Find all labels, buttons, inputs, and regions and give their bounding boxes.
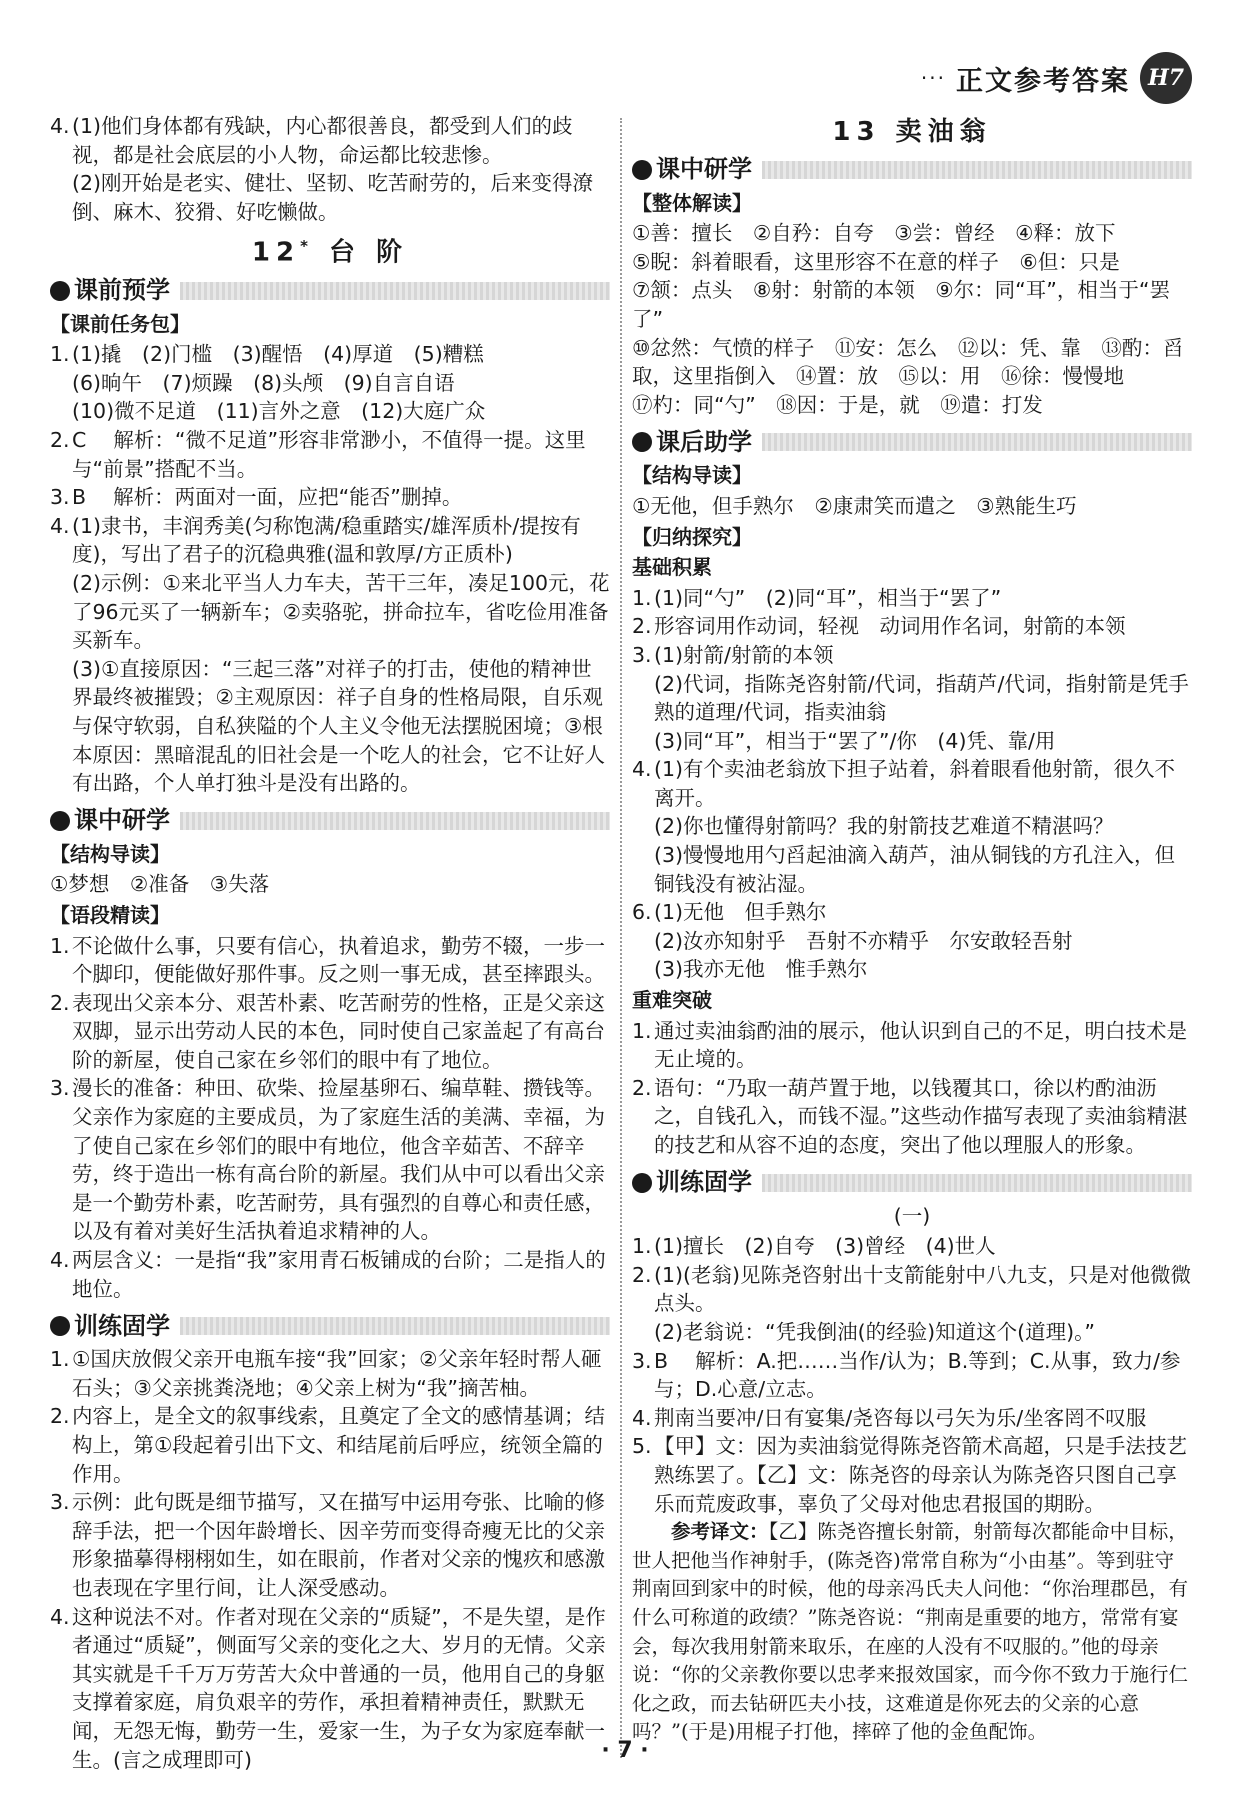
answer-item [50,512,610,798]
bullet-icon [50,1316,70,1336]
subsection-title: 【课前任务包】 [50,311,190,336]
item-number [50,169,72,226]
item-line: 不论做什么事，只要有信心，执着追求，勤劳不辍，一步一个脚印，便能做好那件事。反之则一事无成，甚至摔跟头。 [72,933,605,987]
brand-logo: H7 [1140,52,1192,104]
part-label: (一) [893,1203,931,1228]
item-text [654,1261,1192,1347]
section-header-practice [632,1166,1192,1200]
subheading-difficult: 重难突破 [632,988,712,1013]
section-title: 课后助学 [656,428,752,457]
item-line: (3)同“耳”，相当于“罢了”/你 (4)凭、靠/用 [654,728,1056,753]
structure-answer: ①梦想 ②准备 ③失落 [50,872,270,897]
item-line: (1)有个卖油老翁放下担子站着，斜着眼看他射箭，很久不离开。 [654,757,1176,810]
reading-answers [50,932,610,1304]
item-text [72,1345,610,1402]
item-line: 漫长的准备：种田、砍柴、捡屋基卵石、编草鞋、攒钱等。父亲作为家庭的主要成员，为了家庭生活的美满、幸福，为了使自己家在乡邻们的眼中有地位，他含辛茹苦、不辞辛劳，终于造出一栋有高台阶的新屋。我们从中可以看出父亲是一个勤劳朴素，吃苦耐劳，具有强烈的自尊心和责任感，以及有着对美好生活执着追求精神的人。 [72,1076,605,1244]
item-text [72,932,610,989]
header-dots: ··· [920,66,946,90]
item-line: (1)(老翁)见陈尧咨射出十支箭能射中八九支，只是对他微微点头。 [654,1262,1192,1316]
item-line: (1)他们身体都有残缺，内心都很善良，都受到人们的歧视，都是社会底层的小人物，命运都比较悲惨。 [72,114,573,167]
item-text [654,584,1192,613]
item-number: 2. [632,1075,652,1100]
section-header-inclass [50,804,610,838]
answer-item [50,1074,610,1246]
item-number: 3. [632,642,652,667]
answer-item [50,1488,610,1602]
item-text [654,1017,1192,1074]
section-header-preview [50,274,610,308]
item-line: (2)你也懂得射箭吗？我的射箭技艺难道不精湛吗？ [654,814,1114,839]
item-text [72,169,610,226]
item-line: 这种说法不对。作者对现在父亲的“质疑”，不是失望，是作者通过“质疑”，侧面写父亲的变化之大、岁月的无情。父亲其实就是千千万万劳苦大众中普通的一员，他用自己的身躯支撑着家庭，肩负艰辛的劳作，承担着精神责任，默默无闻，无怨无悔，勤劳一生，爱家一生，为子女为家庭奉献一生。(言之成理即可) [72,1604,606,1772]
answer-item [632,1404,1192,1433]
item-number: 3. [50,1490,70,1515]
item-number: 2. [50,1404,70,1429]
item-line: 通过卖油翁酌油的展示，他认识到自己的不足，明白技术是无止境的。 [654,1018,1187,1072]
item-number: 2. [50,990,70,1015]
item-number: 3. [632,1348,652,1373]
item-line: (1)射箭/射箭的本领 [654,642,834,667]
item-number: 6. [632,900,652,925]
bullet-icon [50,281,70,301]
section-bar [762,161,1192,179]
practice-answers [632,1232,1192,1518]
item-line: 语句：“乃取一葫芦置于地，以钱覆其口，徐以杓酌油沥之，自钱孔入，而钱不湿。”这些动作描写表现了卖油翁精湛的技艺和从容不迫的态度，突出了他以理服人的形象。 [654,1075,1188,1157]
item-line: (1)同“勺” (2)同“耳”，相当于“罢了” [654,585,1002,610]
column-divider [620,118,622,1758]
item-line: 两层含义：一是指“我”家用青石板铺成的台阶；二是指人的地位。 [72,1248,606,1301]
item-text [72,1488,610,1602]
basics-answers [632,584,1192,984]
subsection-title: 【整体解读】 [632,190,752,215]
item-number: 1. [50,933,70,958]
intro-answers [50,112,610,226]
item-number: 2. [632,1262,652,1287]
answer-item [632,1347,1192,1404]
lesson-name: 卖油翁 [895,117,992,147]
right-column [632,112,1192,1747]
item-text [72,1074,610,1246]
item-text [72,989,610,1075]
answer-item [50,932,610,989]
item-number: 1. [50,1347,70,1372]
answer-item [50,483,610,512]
item-text [72,340,610,426]
item-text [654,1404,1192,1433]
answer-item [50,1246,610,1303]
section-header-after-class [632,425,1192,459]
item-line: (3)①直接原因：“三起三落”对祥子的打击，使他的精神世界最终被摧毁；②主观原因：祥子自身的性格局限，自乐观与保守软弱，自私狭隘的个人主义令他无法摆脱困境；③根本原因：黑暗混乱的旧社会是一个吃人的社会，它不让好人有出路，个人单打独斗是没有出路的。 [72,656,605,796]
bullet-icon [632,432,652,452]
section-title: 训练固学 [74,1311,170,1340]
lesson-number: 12 [251,238,301,269]
item-line: (2)代词，指陈尧咨射箭/代词，指葫芦/代词，指射箭是凭手熟的道理/代词，指卖油翁 [654,671,1189,725]
item-text [654,1232,1192,1261]
answer-item [632,1261,1192,1347]
item-text [72,426,610,483]
answer-item [50,169,610,226]
item-text [654,898,1192,984]
answer-item [50,340,610,426]
item-number: 4. [50,114,70,138]
subsection-title: 【语段精读】 [50,902,170,927]
item-line: 示例：此句既是细节描写，又在描写中运用夸张、比喻的修辞手法，把一个因年龄增长、因辛劳而变得奇瘦无比的父亲形象描摹得栩栩如生，如在眼前，作者对父亲的愧疚和感激也表现在字里行间，让人深受感动。 [72,1490,605,1600]
item-text [654,1432,1192,1518]
answer-item [50,989,610,1075]
answer-item [50,426,610,483]
item-line: (2)老翁说：“凭我倒油(的经验)知道这个(道理)。” [654,1319,1096,1344]
answer-item [50,112,610,169]
item-number: 2. [50,428,70,452]
item-line: (10)微不足道 (11)言外之意 (12)大庭广众 [72,399,486,424]
item-line: ①国庆放假父亲开电瓶车接“我”回家；②父亲年轻时帮人砸石头；③父亲挑粪浇地；④父亲上树为“我”摘苦柚。 [72,1347,602,1400]
item-line: 形容词用作动词，轻视 动词用作名词，射箭的本领 [654,614,1126,639]
item-line: B 解析：两面对一面，应把“能否”删掉。 [72,485,463,510]
item-number: 5. [632,1434,652,1459]
answer-item [632,1074,1192,1160]
bullet-icon [632,1173,652,1193]
item-line: (3)我亦无他 惟手熟尔 [654,957,868,982]
lesson-title-12 [50,232,610,267]
vocab-line: ⑤睨：斜着眼看，这里形容不在意的样子 ⑥但：只是 [632,249,1120,274]
page-header [921,48,1192,108]
answer-item [632,1232,1192,1261]
item-number: 2. [632,614,652,639]
difficult-answers [632,1017,1192,1160]
section-bar [762,433,1192,451]
item-text [654,1347,1192,1404]
answer-item [632,612,1192,641]
item-number: 1. [50,342,70,367]
item-text [72,112,610,169]
section-title: 课中研学 [74,806,170,835]
preview-answers [50,340,610,798]
section-bar [762,1174,1192,1192]
item-line: C 解析：“微不足道”形容非常渺小，不值得一提。这里与“前景”搭配不当。 [72,428,586,481]
answer-item [632,1017,1192,1074]
item-line: 表现出父亲本分、艰苦朴素、吃苦耐劳的性格，正是父亲这双脚，显示出劳动人民的本色，同时使自己家盖起了有高台阶的新屋，使自己家在乡邻们的眼中有了地位。 [72,990,605,1072]
item-line: 内容上，是全文的叙事线索，且奠定了全文的感情基调；结构上，第①段起着引出下文、和结尾前后呼应，统领全篇的作用。 [72,1404,605,1486]
vocab-answers [632,219,1192,419]
item-line: (6)晌午 (7)烦躁 (8)头颅 (9)自言自语 [72,370,455,395]
item-number: 3. [50,485,70,510]
section-header-practice [50,1309,610,1343]
item-line: (1)无他 但手熟尔 [654,900,827,925]
item-text [654,1074,1192,1160]
subsection-title: 【归纳探究】 [632,524,752,549]
item-line: 【甲】文：因为卖油翁觉得陈尧咨箭术高超，只是手法技艺熟练罢了。【乙】文：陈尧咨的母亲认为陈尧咨只图自己享乐而荒废政事，辜负了父母对他忠君报国的期盼。 [654,1434,1187,1516]
subsection-title: 【结构导读】 [632,463,752,488]
item-text [72,512,610,798]
vocab-line: ⑰杓：同“勺” ⑱因：于是，就 ⑲遣：打发 [632,392,1043,417]
lesson-number: 13 [832,117,881,147]
subsection-title: 【结构导读】 [50,841,170,866]
item-line: (2)汝亦知射乎 吾射不亦精乎 尔安敢轻吾射 [654,928,1073,953]
vocab-line: ①善：擅长 ②自矜：自夸 ③尝：曾经 ④释：放下 [632,221,1116,246]
item-text [654,755,1192,898]
answer-item [50,1345,610,1402]
item-text [72,1402,610,1488]
answer-item [632,641,1192,755]
structure-answer: ①无他，但手熟尔 ②康肃笑而遣之 ③熟能生巧 [632,493,1077,518]
item-number: 4. [50,513,70,538]
section-title: 训练固学 [656,1168,752,1197]
vocab-line: ⑦颔：点头 ⑧射：射箭的本领 ⑨尔：同“耳”，相当于“罢了” [632,278,1170,331]
item-number: 4. [50,1248,70,1273]
translation-label: 参考译文： [671,1520,769,1544]
vocab-line: ⑩忿然：气愤的样子 ⑪安：怎么 ⑫以：凭、靠 ⑬酌：舀取，这里指倒入 ⑭置：放 ⑮以：用 ⑯徐：慢慢地 [632,335,1184,389]
left-column [50,112,610,1774]
item-number: 1. [632,585,652,610]
item-text [72,1246,610,1303]
lesson-name: 台 阶 [329,238,409,269]
answer-item [632,755,1192,898]
item-number: 4. [632,1405,652,1430]
practice-answers [50,1345,610,1774]
item-text [654,641,1192,755]
item-number: 1. [632,1018,652,1043]
item-line: (1)撬 (2)门槛 (3)醒悟 (4)厚道 (5)糟糕 [72,342,484,367]
section-title: 课中研学 [656,155,752,184]
answer-item [50,1402,610,1488]
item-line: 荆南当要冲/日有宴集/尧咨每以弓矢为乐/坐客罔不叹服 [654,1405,1147,1430]
item-line: (1)擅长 (2)自夸 (3)曾经 (4)世人 [654,1234,996,1259]
item-line: (1)隶书，丰润秀美(匀称饱满/稳重踏实/雄浑质朴/提按有度)，写出了君子的沉稳典雅(温和敦厚/方正质朴) [72,513,581,567]
section-header-inclass [632,153,1192,187]
translation-text: 【乙】陈尧咨擅长射箭，射箭每次都能命中目标，世人把他当作神射手，(陈尧咨)常常自称为“小由基”。等到驻守荆南回到家中的时候，他的母亲冯氏夫人问他：“你治理郡邑，有什么可称道的政绩？”陈尧咨说：“荆南是重要的地方，常常有宴会，每次我用射箭来取乐，在座的人没有不叹服的。”他的母亲说：“你的父亲教你要以忠孝来报效国家，而今你不致力于施行仁化之政，而去钻研匹夫小技，这难道是你死去的父亲的心意吗？”(于是)用棍子打他，摔碎了他的金鱼配饰。 [632,1520,1188,1744]
item-number: 3. [50,1076,70,1101]
header-title: 正文参考答案 [956,65,1130,97]
item-text [654,612,1192,641]
answer-item [632,898,1192,984]
subheading-basics: 基础积累 [632,555,712,580]
answer-item [632,584,1192,613]
item-number: 1. [632,1234,652,1259]
bullet-icon [632,160,652,180]
section-bar [180,812,610,830]
item-line: (2)刚开始是老实、健壮、坚韧、吃苦耐劳的，后来变得潦倒、麻木、狡猾、好吃懒做。 [72,171,594,224]
section-title: 课前预学 [74,276,170,305]
lesson-mark: * [300,237,314,256]
reference-translation [632,1518,1192,1747]
answer-item [632,1432,1192,1518]
item-line: (2)示例：①来北平当人力车夫，苦干三年，凑足100元，花了96元买了一辆新车；②卖骆驼，拼命拉车，省吃俭用准备买新车。 [72,570,610,653]
lesson-title-13 [632,118,1192,147]
item-number: 4. [632,757,652,782]
item-number: 4. [50,1604,70,1629]
bullet-icon [50,811,70,831]
item-line: B 解析：A.把……当作/认为；B.等到；C.从事，致力/参与；D.心意/立志。 [654,1348,1181,1402]
section-bar [180,1317,610,1335]
item-line: (3)慢慢地用勺舀起油滴入葫芦，油从铜钱的方孔注入，但铜钱没有被沾湿。 [654,843,1176,896]
item-text [72,483,610,512]
page-number: · 7 · [601,1738,649,1763]
section-bar [180,282,610,300]
